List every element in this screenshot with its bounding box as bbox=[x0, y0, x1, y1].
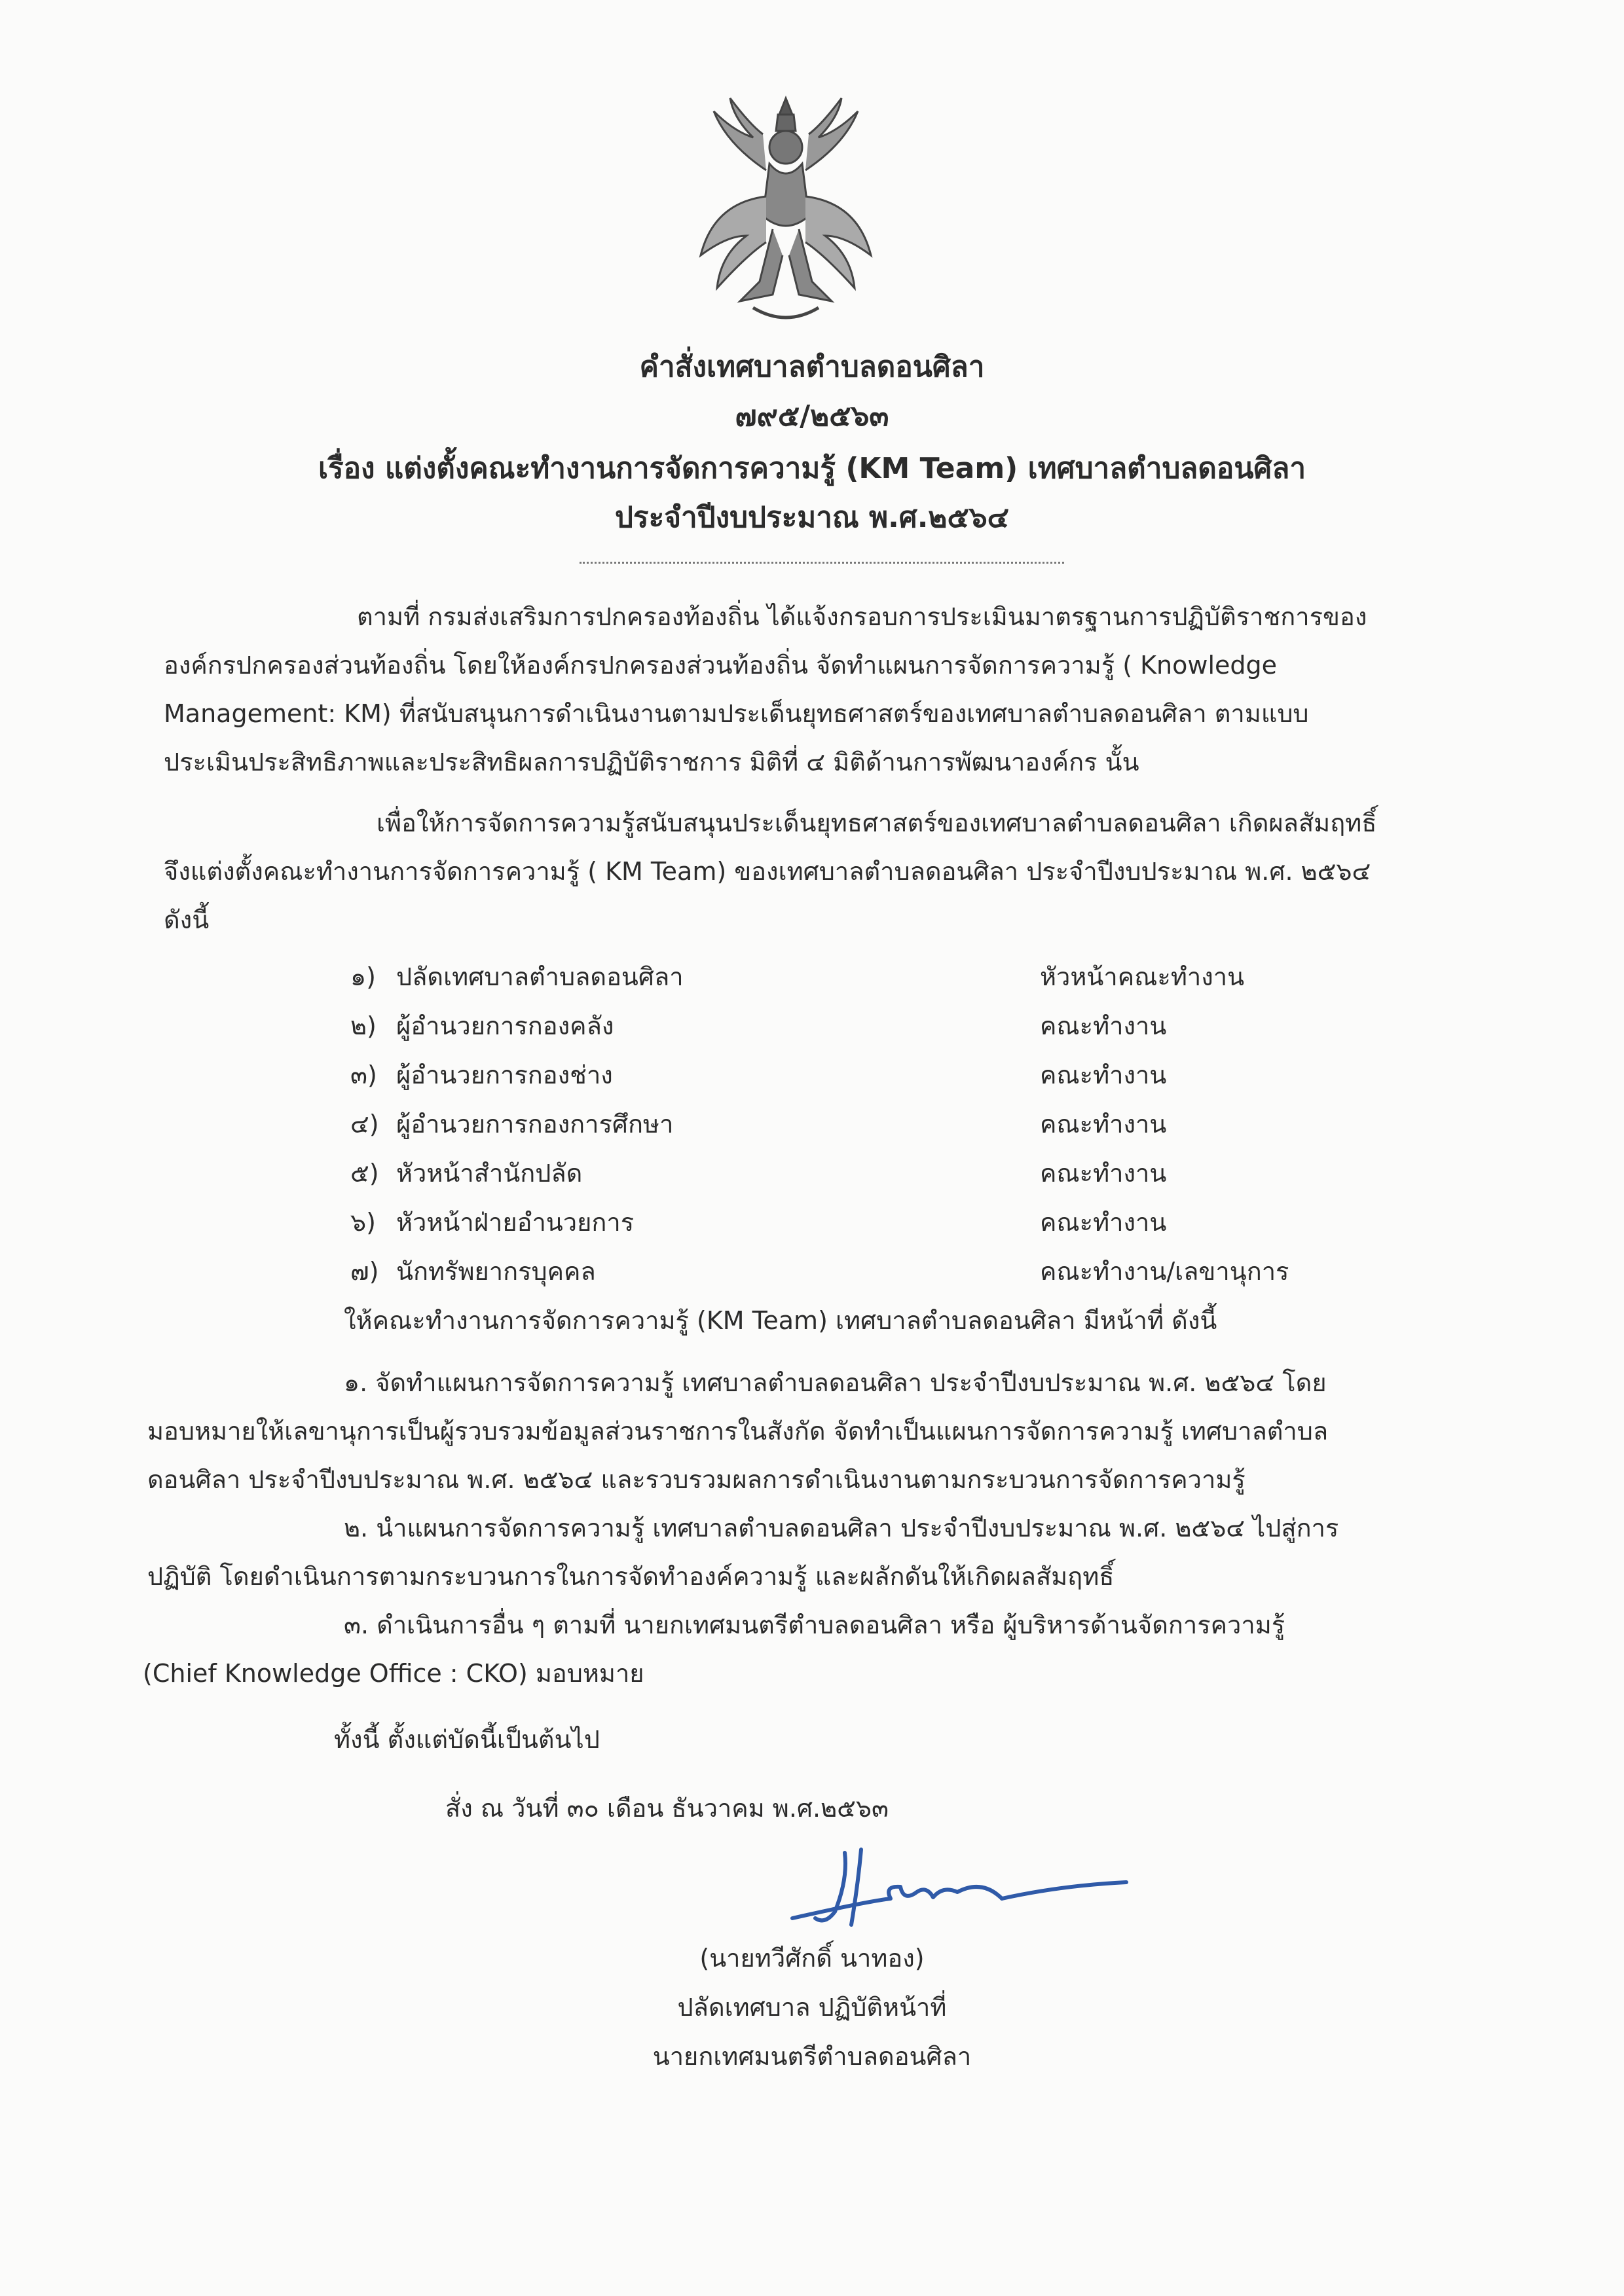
signer-title: นายกเทศมนตรีตำบลดอนศิลา bbox=[652, 2042, 972, 2071]
duty3-line: ๓. ดำเนินการอื่น ๆ ตามที่ นายกเทศมนตรีตำบลดอนศิลา หรือ ผู้บริหารด้านจัดการความรู้ bbox=[344, 1611, 1285, 1639]
member-role: คณะทำงาน bbox=[1040, 1208, 1167, 1237]
member-name: นักทรัพยากรบุคคล bbox=[396, 1257, 596, 1286]
member-name: หัวหน้าฝ่ายอำนวยการ bbox=[396, 1208, 635, 1237]
member-name: ปลัดเทศบาลตำบลดอนศิลา bbox=[396, 962, 684, 991]
member-name: ผู้อำนวยการกองคลัง bbox=[396, 1011, 614, 1040]
member-name: ผู้อำนวยการกองช่าง bbox=[396, 1061, 613, 1089]
member-number: ๑) bbox=[350, 962, 376, 991]
header-divider bbox=[580, 562, 1064, 564]
member-number: ๖) bbox=[350, 1208, 376, 1237]
member-number: ๕) bbox=[350, 1159, 379, 1188]
signer-name: (นายทวีศักดิ์ นาทอง) bbox=[699, 1944, 925, 1973]
member-role: คณะทำงาน bbox=[1040, 1159, 1167, 1188]
member-name: ผู้อำนวยการกองการศึกษา bbox=[396, 1110, 674, 1139]
member-row bbox=[0, 1002, 1624, 1050]
duty3-line: (Chief Knowledge Office : CKO) มอบหมาย bbox=[143, 1659, 644, 1688]
member-number: ๗) bbox=[350, 1257, 379, 1286]
duty2-line: ๒. นำแผนการจัดการความรู้ เทศบาลตำบลดอนศิลา ประจำปีงบประมาณ พ.ศ. ๒๕๖๔ ไปสู่การ bbox=[344, 1514, 1339, 1542]
signer-position: ปลัดเทศบาล ปฏิบัติหน้าที่ bbox=[677, 1993, 947, 2022]
member-number: ๓) bbox=[350, 1061, 377, 1089]
para2-line: เพื่อให้การจัดการความรู้สนับสนุนประเด็นยุทธศาสตร์ของเทศบาลตำบลดอนศิลา เกิดผลสัมฤทธิ์ bbox=[377, 809, 1377, 837]
member-role: คณะทำงาน bbox=[1040, 1011, 1167, 1040]
member-row bbox=[0, 1198, 1624, 1247]
para1-line: Management: KM) ที่สนับสนุนการดำเนินงานตามประเด็นยุทธศาสตร์ของเทศบาลตำบลดอนศิลา ตามแบบ bbox=[164, 699, 1309, 728]
member-name: หัวหน้าสำนักปลัด bbox=[396, 1159, 583, 1188]
member-row bbox=[0, 1247, 1624, 1296]
member-row bbox=[0, 1100, 1624, 1148]
member-row bbox=[0, 1149, 1624, 1197]
duty1-line: ๑. จัดทำแผนการจัดการความรู้ เทศบาลตำบลดอนศิลา ประจำปีงบประมาณ พ.ศ. ๒๕๖๔ โดย bbox=[344, 1368, 1327, 1397]
fiscal-year: ประจำปีงบประมาณ พ.ศ.๒๕๖๔ bbox=[615, 501, 1009, 534]
order-subject: เรื่อง แต่งตั้งคณะทำงานการจัดการความรู้ (KM Team) เทศบาลตำบลดอนศิลา bbox=[318, 452, 1306, 485]
order-number: ๗๙๕/๒๕๖๓ bbox=[735, 399, 889, 433]
garuda-emblem-icon bbox=[688, 85, 884, 334]
member-row bbox=[0, 953, 1624, 1001]
member-role: คณะทำงาน/เลขานุการ bbox=[1040, 1257, 1289, 1286]
signature-icon bbox=[786, 1840, 1139, 1938]
para1-line: องค์กรปกครองส่วนท้องถิ่น โดยให้องค์กรปกครองส่วนท้องถิ่น จัดทำแผนการจัดการความรู้ ( Knowledge bbox=[164, 651, 1277, 680]
duties-intro: ให้คณะทำงานการจัดการความรู้ (KM Team) เทศบาลตำบลดอนศิลา มีหน้าที่ ดังนี้ bbox=[344, 1306, 1217, 1335]
effective-date: ทั้งนี้ ตั้งแต่บัดนี้เป็นต้นไป bbox=[334, 1725, 600, 1754]
order-title: คำสั่งเทศบาลตำบลดอนศิลา bbox=[639, 350, 985, 384]
member-row bbox=[0, 1051, 1624, 1099]
duty1-line: ดอนศิลา ประจำปีงบประมาณ พ.ศ. ๒๕๖๔ และรวบรวมผลการดำเนินงานตามกระบวนการจัดการความรู้ bbox=[147, 1465, 1246, 1494]
duty2-line: ปฏิบัติ โดยดำเนินการตามกระบวนการในการจัดทำองค์ความรู้ และผลักดันให้เกิดผลสัมฤทธิ์ bbox=[147, 1562, 1115, 1591]
duty1-line: มอบหมายให้เลขานุการเป็นผู้รวบรวมข้อมูลส่วนราชการในสังกัด จัดทำเป็นแผนการจัดการความรู้ เทศบาลตำบล bbox=[147, 1417, 1329, 1446]
member-number: ๒) bbox=[350, 1011, 377, 1040]
order-date: สั่ง ณ วันที่ ๓๐ เดือน ธันวาคม พ.ศ.๒๕๖๓ bbox=[445, 1794, 889, 1823]
member-role: คณะทำงาน bbox=[1040, 1110, 1167, 1139]
member-number: ๔) bbox=[350, 1110, 379, 1139]
para1-line: ประเมินประสิทธิภาพและประสิทธิผลการปฏิบัติราชการ มิติที่ ๔ มิติด้านการพัฒนาองค์กร นั้น bbox=[164, 748, 1139, 776]
member-role: หัวหน้าคณะทำงาน bbox=[1040, 962, 1245, 991]
para2-line: ดังนี้ bbox=[164, 905, 210, 934]
member-role: คณะทำงาน bbox=[1040, 1061, 1167, 1089]
para2-line: จึงแต่งตั้งคณะทำงานการจัดการความรู้ ( KM Team) ของเทศบาลตำบลดอนศิลา ประจำปีงบประมาณ พ.ศ. ๒๕๖๔ bbox=[164, 857, 1371, 886]
para1-line: ตามที่ กรมส่งเสริมการปกครองท้องถิ่น ได้แจ้งกรอบการประเมินมาตรฐานการปฏิบัติราชการของ bbox=[357, 602, 1367, 631]
